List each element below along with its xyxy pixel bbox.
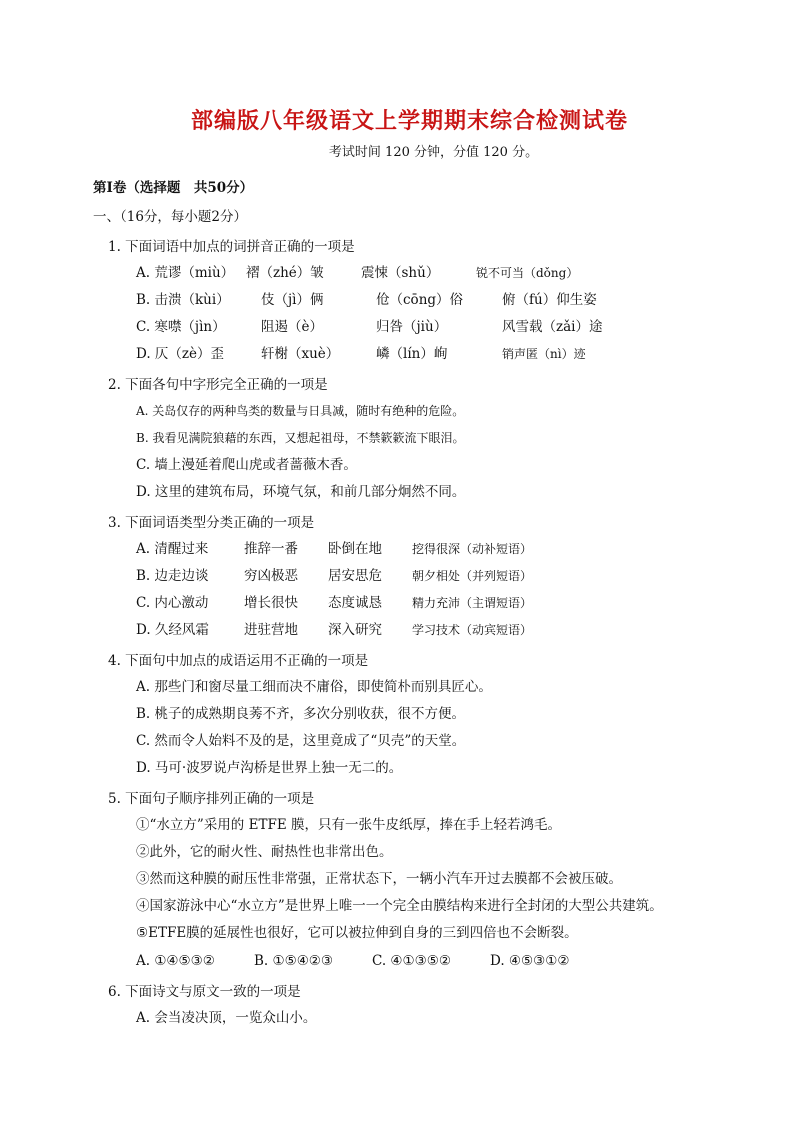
question-3 [108, 511, 734, 639]
answer-choices [136, 952, 734, 970]
question-4 [108, 649, 734, 777]
exam-subtitle: 考试时间 120 分钟，分值 120 分。 [328, 145, 539, 160]
sentence-3: ③然而这种膜的耐压性非常强，正常状态下，一辆小汽车开过去膜都不会被压破。 [136, 871, 622, 887]
option-cell: A. 清醒过来 [136, 541, 209, 557]
option-cell: 朝夕相处（并列短语） [412, 569, 533, 583]
question-1 [108, 235, 734, 363]
option-cell: 推辞一番 [244, 541, 298, 557]
option-cell: B. 边走边谈 [136, 568, 209, 584]
option-cell: B. 击溃（kùi） [136, 292, 230, 308]
option-cell: 销声匿（nì）迹 [502, 347, 586, 361]
question-stem: 3. 下面词语类型分类正确的一项是 [108, 515, 315, 531]
option-row-d [136, 345, 734, 363]
option-cell: D. 久经风霜 [136, 622, 209, 638]
option-cell: 阻遏（è） [261, 319, 323, 335]
option-row-d [136, 621, 734, 639]
option-cell: 震悚（shǔ） [361, 265, 440, 281]
option-cell: 挖得很深（动补短语） [412, 542, 533, 556]
option-cell: 风雪载（zǎi）途 [502, 319, 603, 335]
option-cell: 伧（cōng）俗 [376, 292, 464, 308]
question-stem: 6. 下面诗文与原文一致的一项是 [108, 984, 301, 1000]
option-line-b: B. 我看见满院狼藉的东西，又想起祖母，不禁簌簌流下眼泪。 [136, 431, 465, 445]
option-line-a: A. 关岛仅存的两种鸟类的数量与日具减，随时有绝种的危险。 [136, 404, 465, 418]
question-6 [108, 980, 734, 1027]
question-stem: 4. 下面句中加点的成语运用不正确的一项是 [108, 653, 369, 669]
option-line-a: A. 那些门和窗尽量工细而决不庸俗，即使简朴而别具匠心。 [136, 679, 492, 695]
option-row-c [136, 594, 734, 612]
option-line-a: A. 会当凌决顶，一览众山小。 [136, 1010, 317, 1026]
option-cell: A. 荒谬（miù） [136, 265, 235, 281]
sentence-5: ⑤ETFE膜的延展性也很好，它可以被拉伸到自身的三到四倍也不会断裂。 [136, 925, 578, 941]
question-stem: 2. 下面各句中字形完全正确的一项是 [108, 377, 328, 393]
option-cell: 进驻营地 [244, 622, 298, 638]
option-cell: 卧倒在地 [328, 541, 382, 557]
question-options [136, 402, 734, 501]
answer-c: C. ④①③⑤② [372, 953, 451, 969]
option-row-a [136, 540, 734, 558]
option-cell: 嶙（lín）峋 [376, 346, 448, 362]
question-options [136, 540, 734, 639]
option-line-c: C. 墙上漫延着爬山虎或者蔷薇木香。 [136, 457, 357, 473]
option-cell: 居安思危 [328, 568, 382, 584]
option-cell: 精力充沛（主谓短语） [412, 596, 533, 610]
option-cell: 深入研究 [328, 622, 382, 638]
option-cell: D. 仄（zè）歪 [136, 346, 225, 362]
question-options [136, 1009, 734, 1027]
answer-d: D. ④⑤③①② [490, 953, 570, 969]
option-cell: 穷凶极恶 [244, 568, 298, 584]
option-line-c: C. 然而令人始料不及的是，这里竟成了“贝壳”的天堂。 [136, 733, 466, 749]
option-cell: 伎（jì）俩 [261, 292, 324, 308]
question-stem: 5. 下面句子顺序排列正确的一项是 [108, 791, 315, 807]
option-cell: C. 寒噤（jìn） [136, 319, 226, 335]
question-options [136, 264, 734, 363]
part-heading: 一、（16分，每小题2分） [93, 209, 248, 225]
question-options [136, 678, 734, 777]
answer-a: A. ①④⑤③② [136, 953, 215, 969]
answer-b: B. ①⑤④②③ [254, 953, 334, 969]
exam-title: 部编版八年级语文上学期期末综合检测试卷 [190, 109, 628, 134]
question-stem: 1. 下面词语中加点的词拼音正确的一项是 [108, 239, 355, 255]
question-options [136, 816, 734, 970]
option-row-b [136, 567, 734, 585]
section-heading: 第Ⅰ卷（选择题 共50分） [93, 180, 254, 196]
option-line-d: D. 马可·波罗说卢沟桥是世界上独一无二的。 [136, 760, 403, 776]
option-row-c [136, 318, 734, 336]
option-cell: 锐不可当（dǒng） [476, 266, 579, 280]
option-row-a [136, 264, 734, 282]
option-cell: 俯（fú）仰生姿 [502, 292, 597, 308]
option-row-b [136, 291, 734, 309]
option-cell: 归咎（jiù） [376, 319, 448, 335]
option-line-b: B. 桃子的成熟期良莠不齐，多次分别收获，很不方便。 [136, 706, 466, 722]
question-5 [108, 787, 734, 970]
sentence-4: ④国家游泳中心“水立方”是世界上唯一一个完全由膜结构来进行全封闭的大型公共建筑。 [136, 898, 663, 914]
sentence-1: ①“水立方”采用的 ETFE 膜，只有一张牛皮纸厚，捧在手上轻若鸿毛。 [136, 817, 561, 833]
option-cell: C. 内心激动 [136, 595, 209, 611]
option-cell: 增长很快 [244, 595, 298, 611]
option-cell: 态度诚恳 [328, 595, 382, 611]
question-2 [108, 373, 734, 501]
option-cell: 学习技术（动宾短语） [412, 623, 533, 637]
sentence-2: ②此外，它的耐火性、耐热性也非常出色。 [136, 844, 393, 860]
option-cell: 褶（zhé）皱 [246, 265, 324, 281]
option-cell: 轩榭（xuè） [261, 346, 340, 362]
option-line-d: D. 这里的建筑布局，环境气氛，和前几部分炯然不同。 [136, 484, 466, 500]
